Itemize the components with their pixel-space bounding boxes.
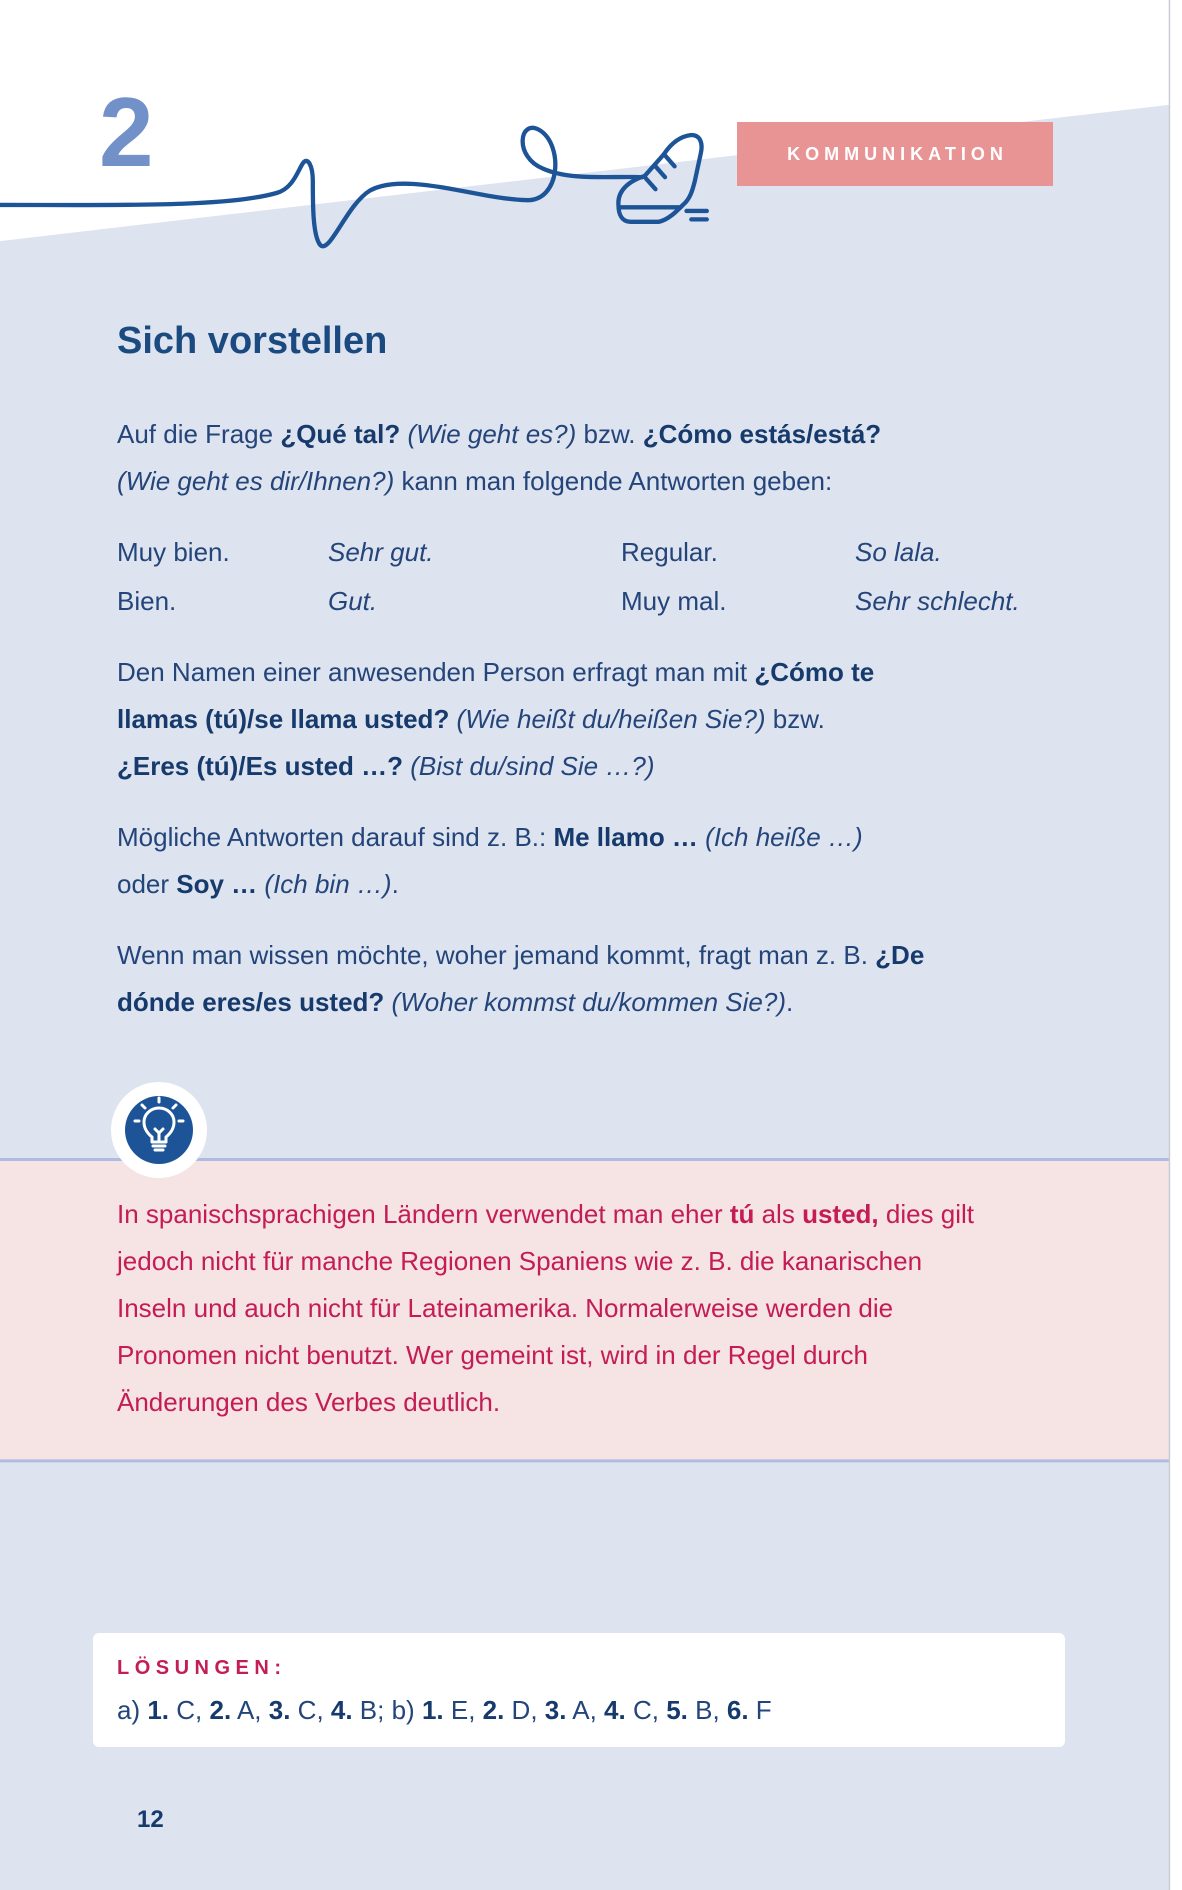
solution-text: C, xyxy=(290,1695,331,1725)
solution-number: 1. xyxy=(147,1695,170,1725)
german-translation: (Wie geht es dir/Ihnen?) xyxy=(117,466,395,496)
body-text: kann man folgende Antworten geben: xyxy=(394,466,833,496)
text-line xyxy=(117,979,924,1026)
text-line xyxy=(117,743,874,790)
german-translation: (Ich bin …) xyxy=(257,869,392,899)
body-text: . xyxy=(391,869,399,899)
text-line xyxy=(117,649,874,696)
tip-line xyxy=(117,1191,974,1238)
response-german: Gut. xyxy=(328,586,378,616)
body-text: Den Namen einer anwesenden Person erfragt man mit xyxy=(117,657,755,687)
body-text: oder xyxy=(117,869,177,899)
tip-text: Änderungen des Verbes deutlich. xyxy=(117,1387,501,1417)
answers-table xyxy=(117,528,1157,626)
text-line xyxy=(117,814,863,861)
solution-text: A, xyxy=(566,1695,605,1725)
tip-emphasis: tú xyxy=(729,1199,755,1229)
solution-text: E, xyxy=(443,1695,483,1725)
tip-text-block xyxy=(117,1191,974,1426)
spanish-phrase: ¿De xyxy=(875,940,925,970)
solution-number: 1. xyxy=(421,1695,444,1725)
tip-text: In spanischsprachigen Ländern verwendet man eher xyxy=(117,1199,730,1229)
spanish-phrase: ¿Cómo te xyxy=(754,657,875,687)
solution-number: 2. xyxy=(209,1695,232,1725)
solution-number: 4. xyxy=(604,1695,626,1725)
text-line xyxy=(117,932,924,979)
solution-text: C, xyxy=(169,1695,210,1725)
german-translation: (Bist du/sind Sie …?) xyxy=(403,751,655,781)
solution-number: 3. xyxy=(268,1695,291,1725)
response-spanish: Bien. xyxy=(117,586,177,616)
name-question-paragraph xyxy=(117,649,874,790)
german-translation: (Wie geht es?) xyxy=(400,419,577,449)
spanish-phrase: ¿Eres (tú)/Es usted …? xyxy=(117,751,404,781)
response-german: Sehr schlecht. xyxy=(855,586,1020,616)
chapter-number: 2 xyxy=(99,77,154,187)
tip-line xyxy=(117,1379,974,1426)
tip-text: Inseln und auch nicht für Lateinamerika. Normalerweise werden die xyxy=(117,1293,894,1323)
response-row xyxy=(117,528,1157,577)
german-translation: (Ich heiße …) xyxy=(697,822,863,852)
tip-line xyxy=(117,1238,974,1285)
tip-text: als xyxy=(754,1199,803,1229)
spanish-phrase: dónde eres/es usted? xyxy=(117,987,385,1017)
solution-text: B, xyxy=(687,1695,727,1725)
tip-line xyxy=(117,1285,974,1332)
solutions-line xyxy=(117,1690,772,1730)
response-spanish: Muy mal. xyxy=(621,586,727,616)
tip-text: dies gilt xyxy=(878,1199,975,1229)
page-title: Sich vorstellen xyxy=(117,320,388,362)
tip-text: Pronomen nicht benutzt. Wer gemeint ist, wird in der Regel durch xyxy=(117,1340,868,1370)
text-line xyxy=(117,411,881,458)
spanish-phrase: ¿Cómo estás/está? xyxy=(642,419,882,449)
body-text: . xyxy=(785,987,794,1017)
solution-number: 4. xyxy=(330,1695,353,1725)
body-text: bzw. xyxy=(765,704,825,734)
solutions-title: LÖSUNGEN: xyxy=(117,1657,287,1679)
origin-question-paragraph xyxy=(117,932,924,1026)
page-number: 12 xyxy=(137,1806,164,1833)
lightbulb-icon xyxy=(111,1082,207,1178)
spanish-phrase: Soy … xyxy=(176,869,258,899)
lightbulb-badge-disc xyxy=(125,1096,193,1164)
tip-text: jedoch nicht für manche Regionen Spaniens wie z. B. die kanarischen xyxy=(117,1246,923,1276)
body-text: bzw. xyxy=(576,419,643,449)
response-german: Sehr gut. xyxy=(328,537,434,567)
german-translation: (Woher kommst du/kommen Sie?) xyxy=(384,987,786,1017)
solution-number: 2. xyxy=(482,1695,505,1725)
text-line xyxy=(117,458,881,505)
name-answer-paragraph xyxy=(117,814,863,908)
german-translation: (Wie heißt du/heißen Sie?) xyxy=(449,704,766,734)
spanish-phrase: ¿Qué tal? xyxy=(280,419,401,449)
solution-text: A, xyxy=(231,1695,269,1725)
response-spanish: Muy bien. xyxy=(117,537,230,567)
section-tag xyxy=(737,122,1053,186)
text-line xyxy=(117,861,863,908)
solution-number: 3. xyxy=(544,1695,567,1725)
text-line xyxy=(117,696,874,743)
solution-text: C, xyxy=(625,1695,667,1725)
response-row xyxy=(117,577,1157,626)
spanish-phrase: Me llamo … xyxy=(553,822,698,852)
spanish-phrase: llamas (tú)/se llama usted? xyxy=(117,704,450,734)
solutions-box xyxy=(93,1633,1065,1747)
solution-number: 6. xyxy=(726,1695,749,1725)
solution-text: a) xyxy=(117,1695,148,1725)
body-text: Mögliche Antworten darauf sind z. B.: xyxy=(117,822,554,852)
tip-emphasis: usted, xyxy=(802,1199,879,1229)
response-german: So lala. xyxy=(855,537,942,567)
solution-number: 5. xyxy=(666,1695,688,1725)
intro-paragraph xyxy=(117,411,881,505)
tip-line xyxy=(117,1332,974,1379)
body-text: Auf die Frage xyxy=(117,419,281,449)
section-tag-label: KOMMUNIKATION xyxy=(787,143,1008,164)
solution-text: B; b) xyxy=(352,1695,422,1725)
body-text: Wenn man wissen möchte, woher jemand kommt, fragt man z. B. xyxy=(117,940,876,970)
solution-text: F xyxy=(748,1695,772,1725)
response-spanish: Regular. xyxy=(621,537,718,567)
solution-text: D, xyxy=(504,1695,545,1725)
